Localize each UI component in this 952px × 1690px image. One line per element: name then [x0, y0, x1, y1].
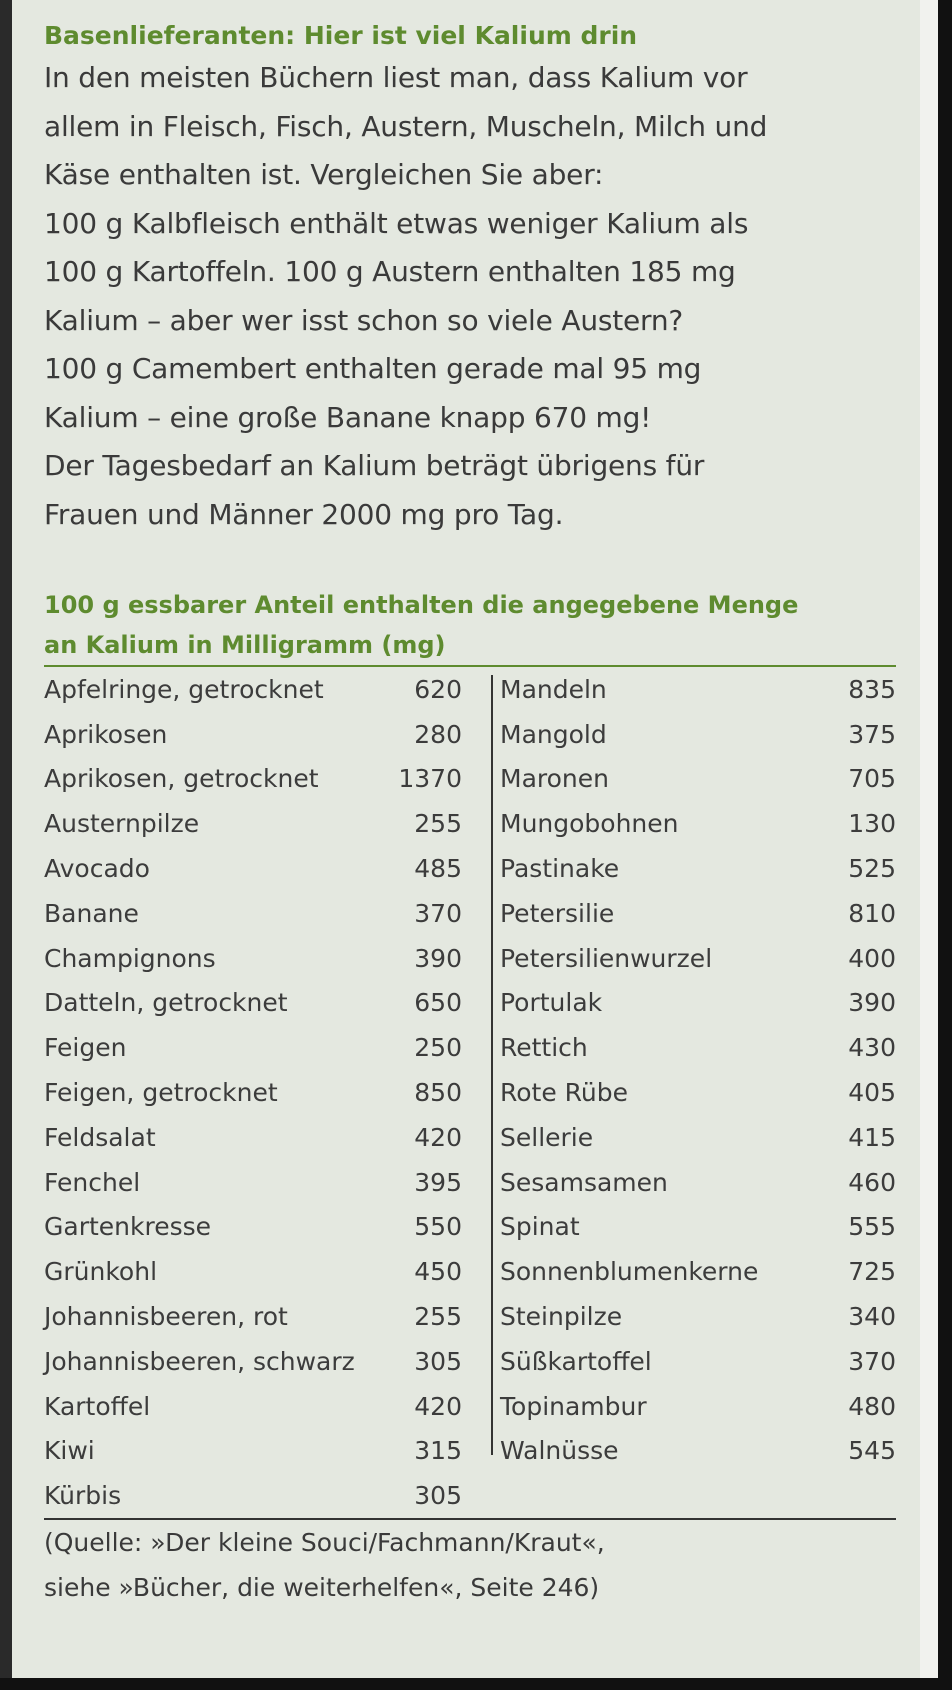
potassium-value: 1370: [398, 764, 462, 794]
potassium-value: 390: [414, 943, 462, 973]
food-name: Feigen: [44, 1033, 127, 1063]
potassium-value: 650: [414, 988, 462, 1018]
potassium-value: 305: [414, 1346, 462, 1376]
table-row: [486, 1205, 896, 1250]
table-row: [44, 891, 462, 936]
food-name: Petersilie: [500, 898, 615, 928]
table-row: [486, 712, 896, 757]
food-name: Feldsalat: [44, 1122, 156, 1152]
page-shade-right: [920, 0, 938, 1678]
table-row: [486, 936, 896, 981]
intro-line: allem in Fleisch, Fisch, Austern, Muscheln, Milch und: [44, 109, 768, 143]
table-row: [486, 1070, 896, 1115]
intro-line: Kalium – aber wer isst schon so viele Austern?: [44, 303, 684, 337]
food-name: Feigen, getrocknet: [44, 1078, 278, 1108]
intro-line: In den meisten Büchern liest man, dass Kalium vor: [44, 61, 748, 94]
potassium-value: 555: [848, 1212, 896, 1242]
intro-line: Käse enthalten ist. Vergleichen Sie aber:: [44, 158, 604, 191]
food-name: Champignons: [44, 943, 216, 973]
food-name: Kartoffel: [44, 1391, 151, 1421]
table-row: [486, 1025, 896, 1070]
intro-text: [44, 54, 896, 539]
table-row: [486, 1249, 896, 1294]
intro-line: 100 g Kartoffeln. 100 g Austern enthalten 185 mg: [44, 255, 736, 288]
table-row: [44, 1384, 462, 1429]
potassium-value: 810: [848, 898, 896, 928]
table-row: [44, 1429, 462, 1474]
potassium-value: 835: [848, 674, 896, 704]
table-row: [44, 1249, 462, 1294]
potassium-value: 370: [414, 898, 462, 928]
table-column-left: [44, 667, 486, 1518]
potassium-value: 400: [848, 943, 896, 973]
potassium-value: 620: [414, 674, 462, 704]
intro-line: Kalium – eine große Banane knapp 670 mg!: [44, 400, 652, 434]
table-row: [486, 981, 896, 1026]
food-name: Sellerie: [500, 1122, 594, 1152]
table-row: [486, 1339, 896, 1384]
potassium-value: 370: [848, 1346, 896, 1376]
food-name: Mandeln: [500, 674, 607, 704]
food-name: Maronen: [500, 764, 609, 794]
potassium-value: 250: [414, 1033, 462, 1063]
potassium-value: 415: [848, 1122, 896, 1152]
scan-edge-right: [938, 0, 952, 1690]
potassium-value: 480: [848, 1391, 896, 1421]
food-name: Spinat: [500, 1212, 580, 1242]
table-column-right: [486, 667, 896, 1518]
table-row: [486, 1384, 896, 1429]
table-row: [486, 667, 896, 712]
table-row: [44, 1473, 462, 1518]
food-name: Kiwi: [44, 1436, 95, 1466]
potassium-value: 725: [848, 1257, 896, 1287]
food-name: Petersilienwurzel: [500, 943, 713, 973]
potassium-value: 305: [414, 1481, 462, 1511]
table-row: [44, 712, 462, 757]
intro-line: 100 g Camembert enthalten gerade mal 95 mg: [44, 352, 702, 385]
source-note: [44, 1520, 896, 1610]
food-name: Fenchel: [44, 1167, 141, 1197]
food-name: Grünkohl: [44, 1257, 158, 1287]
table-row: [44, 936, 462, 981]
scan-edge-left: [0, 0, 12, 1678]
table-row: [44, 846, 462, 891]
food-name: Aprikosen: [44, 719, 168, 749]
intro-line: Der Tagesbedarf an Kalium beträgt übrigens für: [44, 449, 705, 482]
source-line: siehe »Bücher, die weiterhelfen«, Seite 246): [44, 1573, 600, 1603]
food-name: Avocado: [44, 854, 150, 884]
potassium-value: 280: [414, 719, 462, 749]
potassium-value: 375: [848, 719, 896, 749]
table-row: [44, 1294, 462, 1339]
potassium-value: 390: [848, 988, 896, 1018]
source-line: (Quelle: »Der kleine Souci/Fachmann/Kraut«,: [44, 1528, 605, 1558]
food-name: Johannisbeeren, rot: [44, 1302, 288, 1332]
table-row: [486, 801, 896, 846]
table-row: [44, 1160, 462, 1205]
potassium-value: 255: [414, 1302, 462, 1332]
food-name: Datteln, getrocknet: [44, 988, 288, 1018]
food-name: Sesamsamen: [500, 1167, 668, 1197]
table-row: [44, 1115, 462, 1160]
potassium-value: 525: [848, 854, 896, 884]
food-name: Portulak: [500, 988, 603, 1018]
table-row: [44, 1025, 462, 1070]
food-name: Mangold: [500, 719, 607, 749]
food-name: Banane: [44, 898, 139, 928]
potassium-value: 420: [414, 1122, 462, 1152]
food-name: Mungobohnen: [500, 809, 679, 839]
food-name: Rote Rübe: [500, 1078, 629, 1108]
food-name: Topinambur: [500, 1391, 647, 1421]
potassium-value: 705: [848, 764, 896, 794]
content: [44, 18, 896, 1610]
potassium-value: 130: [848, 809, 896, 839]
table-row: [486, 1294, 896, 1339]
food-name: Rettich: [500, 1033, 588, 1063]
intro-line: Frauen und Männer 2000 mg pro Tag.: [44, 497, 564, 531]
potassium-value: 545: [848, 1436, 896, 1466]
food-name: Kürbis: [44, 1481, 122, 1511]
table-row: [44, 667, 462, 712]
food-name: Steinpilze: [500, 1302, 623, 1332]
potassium-table: [44, 667, 896, 1518]
table-row: [486, 1429, 896, 1474]
table-title-line: 100 g essbarer Anteil enthalten die angegebene Menge: [44, 591, 799, 619]
potassium-value: 255: [414, 809, 462, 839]
heading: Basenlieferanten: Hier ist viel Kalium drin: [44, 21, 638, 50]
table-row: [44, 1339, 462, 1384]
food-name: Sonnenblumenkerne: [500, 1257, 759, 1287]
potassium-value: 340: [848, 1302, 896, 1332]
food-name: Pastinake: [500, 854, 620, 884]
potassium-value: 550: [414, 1212, 462, 1242]
potassium-value: 420: [414, 1391, 462, 1421]
table-row: [44, 981, 462, 1026]
food-name: Aprikosen, getrocknet: [44, 764, 319, 794]
food-name: Süßkartoffel: [500, 1346, 652, 1376]
table-title-line: an Kalium in Milligramm (mg): [44, 631, 446, 659]
table-row: [44, 801, 462, 846]
table-row: [486, 757, 896, 802]
food-name: Austernpilze: [44, 809, 200, 839]
potassium-value: 850: [414, 1078, 462, 1108]
scan-edge-bottom: [0, 1678, 952, 1690]
table-row: [44, 757, 462, 802]
potassium-value: 430: [848, 1033, 896, 1063]
food-name: Johannisbeeren, schwarz: [44, 1346, 355, 1376]
potassium-value: 485: [414, 854, 462, 884]
table-row: [44, 1070, 462, 1115]
table-row: [486, 1160, 896, 1205]
table-row: [486, 891, 896, 936]
potassium-value: 395: [414, 1167, 462, 1197]
potassium-value: 460: [848, 1167, 896, 1197]
table-title: [44, 585, 896, 665]
table-row: [486, 846, 896, 891]
food-name: Walnüsse: [500, 1436, 619, 1466]
potassium-value: 405: [848, 1078, 896, 1108]
table-row: [486, 1115, 896, 1160]
table-row: [44, 1205, 462, 1250]
potassium-value: 315: [414, 1436, 462, 1466]
intro-line: 100 g Kalbfleisch enthält etwas weniger Kalium als: [44, 206, 749, 240]
food-name: Gartenkresse: [44, 1212, 212, 1242]
potassium-value: 450: [414, 1257, 462, 1287]
food-name: Apfelringe, getrocknet: [44, 674, 324, 704]
